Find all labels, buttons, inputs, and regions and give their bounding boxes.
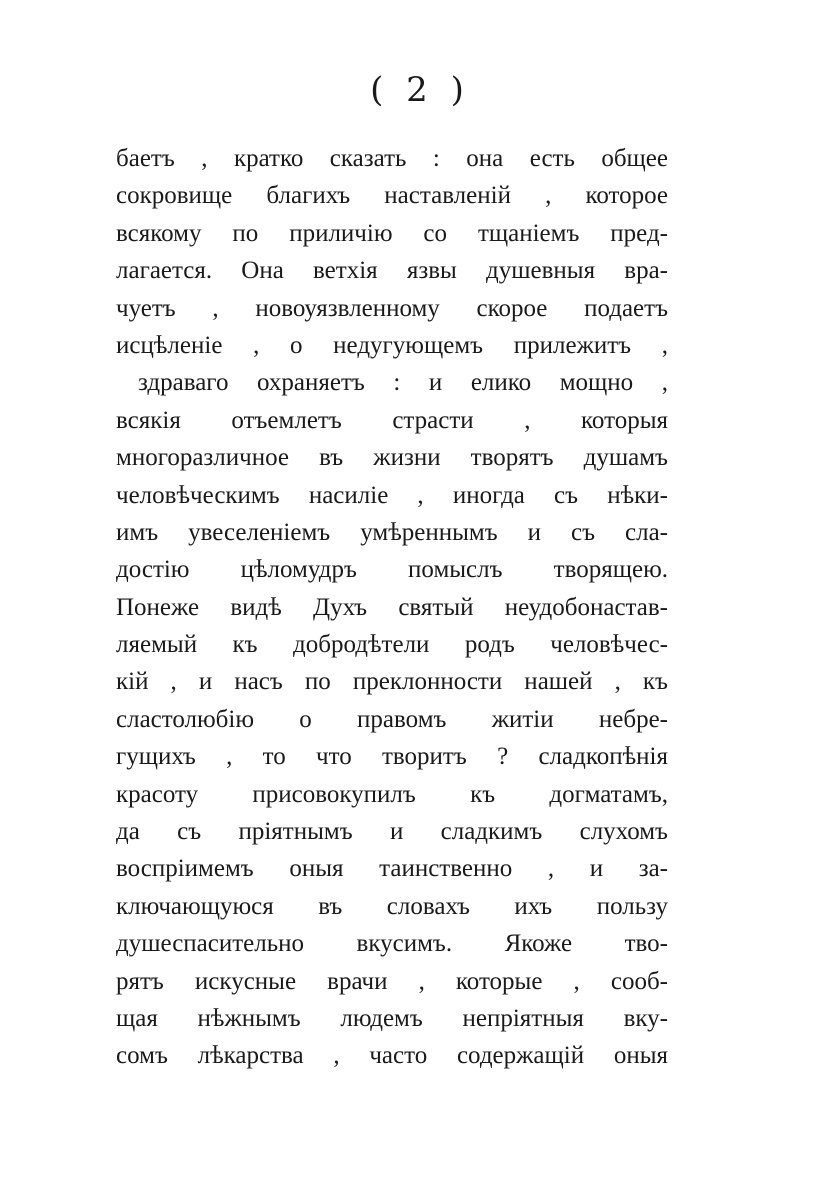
text-line: баетъ , кратко сказать : она есть общее (116, 145, 668, 172)
page-number: ( 2 ) (370, 70, 470, 110)
text-line: всякія отъемлетъ страсти , которыя (116, 406, 668, 434)
text-line: ключающуюся въ словахъ ихъ пользу (116, 892, 668, 920)
text-line: многоразличное въ жизни творятъ душамъ (116, 444, 668, 472)
text-line: кій , и насъ по преклонности нашей , къ (116, 668, 668, 696)
text-line: имъ увеселеніемъ умѣреннымъ и съ сла- (116, 518, 668, 546)
text-line: сомъ лѣкарства , часто содержащій оныя (116, 1042, 668, 1070)
text-line: щая нѣжнымъ людемъ непріятныя вку- (116, 1004, 668, 1032)
text-line: красоту присовокупилъ къ догматамъ, (116, 780, 668, 808)
text-line: воспріимемъ оныя таинственно , и за- (116, 855, 668, 883)
text-line: да съ пріятнымъ и сладкимъ слухомъ (116, 818, 668, 846)
text-line: сокровище благихъ наставленій , которое (116, 182, 668, 210)
text-line: чуетъ , новоуязвленному скорое подаетъ (116, 294, 668, 322)
text-line: гущихъ , то что творитъ ? сладкопѣнія (116, 743, 668, 771)
text-line: исцѣленіе , о недугующемъ прилежитъ , (116, 331, 668, 359)
text-line: сластолюбію о правомъ житіи небре- (116, 705, 668, 733)
text-line: рятъ искусные врачи , которые , сооб- (116, 967, 668, 995)
text-line: достію цѣломудръ помыслъ творящею. (116, 556, 668, 584)
text-line: лагается. Она ветхія язвы душевныя вра- (116, 257, 668, 285)
text-line: Понеже видѣ Духъ святый неудобонастав- (116, 593, 668, 621)
text-line: человѣческимъ насиліе , иногда съ нѣки- (116, 481, 668, 509)
text-line: здраваго охраняетъ : и елико мощно , (138, 369, 668, 397)
text-line: ляемый къ добродѣтели родъ человѣчес- (116, 631, 668, 659)
text-line: душеспасительно вкусимъ. Якоже тво- (116, 930, 668, 958)
body-text (116, 140, 668, 1075)
text-line: всякому по приличію со тщаніемъ пред- (116, 219, 668, 247)
